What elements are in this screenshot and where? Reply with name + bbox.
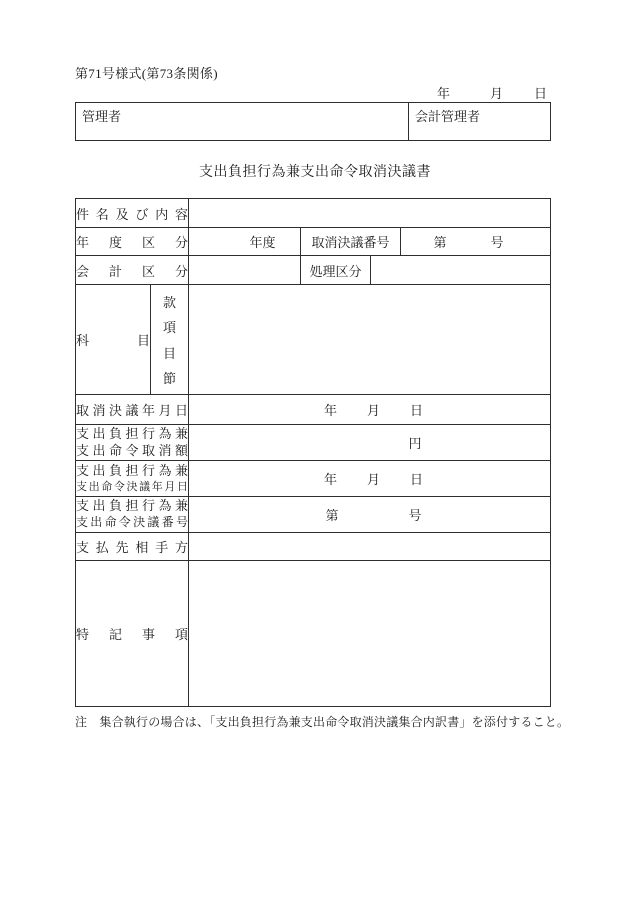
resolution-date-label-line2: 支出命令決議年月日 <box>76 480 189 493</box>
payee-label: 支払先相手方 <box>76 533 189 561</box>
subject-sub-labels-cell <box>151 285 189 395</box>
cancel-date-row <box>76 395 551 425</box>
fiscal-year-row <box>76 228 551 256</box>
resolution-number-label-line1: 支出負担行為兼 <box>76 498 189 514</box>
resolution-number-suffix: 号 <box>408 508 422 523</box>
account-label: 会計区分 <box>76 256 189 285</box>
remarks-row <box>76 561 551 707</box>
accounting-manager-label: 会計管理者 <box>415 109 481 124</box>
remarks-label: 特記事項 <box>76 561 189 707</box>
resolution-number-label <box>76 497 189 533</box>
form-number: 第71号様式(第73条関係) <box>75 66 218 81</box>
subject-sub-label-kan: 款 <box>163 294 177 310</box>
form-title: 支出負担行為兼支出命令取消決議書 <box>199 165 431 180</box>
cancel-amount-label-line1: 支出負担行為兼 <box>76 425 189 441</box>
subject-sub-label-ko: 項 <box>163 320 177 336</box>
fiscal-year-value-cell <box>189 228 301 256</box>
resolution-number-label-line2: 支出命令決議番号 <box>76 515 189 530</box>
cancel-date-value-cell <box>189 395 551 425</box>
month-label: 月 <box>489 86 503 101</box>
resolution-date-year-label: 年 <box>323 472 337 487</box>
number-suffix: 号 <box>490 235 504 250</box>
subject-row <box>76 285 551 395</box>
resolution-date-label-line1: 支出負担行為兼 <box>76 462 189 478</box>
resolution-date-value-cell <box>189 461 551 497</box>
approval-table <box>75 102 551 141</box>
cancel-amount-row <box>76 425 551 461</box>
cancel-amount-label <box>76 425 189 461</box>
remarks-value-cell <box>189 561 551 707</box>
payee-value-cell <box>189 533 551 561</box>
day-label: 日 <box>533 86 547 101</box>
subject-sub-label-setsu: 節 <box>163 371 177 387</box>
subject-sub-label-moku: 目 <box>163 345 177 361</box>
date-line <box>75 83 550 102</box>
payee-row <box>76 533 551 561</box>
case-name-value-cell <box>189 199 551 228</box>
fiscal-year-label: 年度区分 <box>76 228 189 256</box>
cancel-date-month-label: 月 <box>367 403 381 418</box>
resolution-date-day-label: 日 <box>410 472 424 487</box>
main-table <box>75 198 551 707</box>
cancel-number-label: 取消決議番号 <box>301 228 401 256</box>
resolution-number-value-cell <box>189 497 551 533</box>
cancel-amount-label-line2: 支出命令取消額 <box>76 442 189 458</box>
subject-value-cell <box>189 285 551 395</box>
cancel-date-label: 取消決議年月日 <box>76 395 189 425</box>
number-prefix: 第 <box>433 235 447 250</box>
yen-unit-label: 円 <box>408 436 422 451</box>
accounting-manager-cell <box>409 103 551 141</box>
resolution-date-month-label: 月 <box>367 472 381 487</box>
resolution-date-row <box>76 461 551 497</box>
cancel-date-year-label: 年 <box>323 403 337 418</box>
case-name-label: 件名及び内容 <box>76 199 189 228</box>
cancel-date-day-label: 日 <box>410 403 424 418</box>
resolution-date-label <box>76 461 189 497</box>
cancel-amount-value-cell <box>189 425 551 461</box>
year-label: 年 <box>436 86 450 101</box>
account-value-cell <box>189 256 301 285</box>
processing-label: 処理区分 <box>301 256 371 285</box>
subject-label: 科目 <box>76 285 151 395</box>
cancel-number-value-cell <box>401 228 551 256</box>
note-text: 注 集合執行の場合は、「支出負担行為兼支出命令取消決議集合内訳書」を添付すること。 <box>75 715 570 729</box>
account-row <box>76 256 551 285</box>
resolution-number-prefix: 第 <box>325 508 339 523</box>
processing-value-cell <box>371 256 551 285</box>
manager-cell <box>76 103 409 141</box>
resolution-number-row <box>76 497 551 533</box>
approval-row <box>76 103 551 141</box>
case-name-row <box>76 199 551 228</box>
fiscal-year-suffix: 年度 <box>249 235 276 250</box>
manager-label: 管理者 <box>82 109 122 124</box>
